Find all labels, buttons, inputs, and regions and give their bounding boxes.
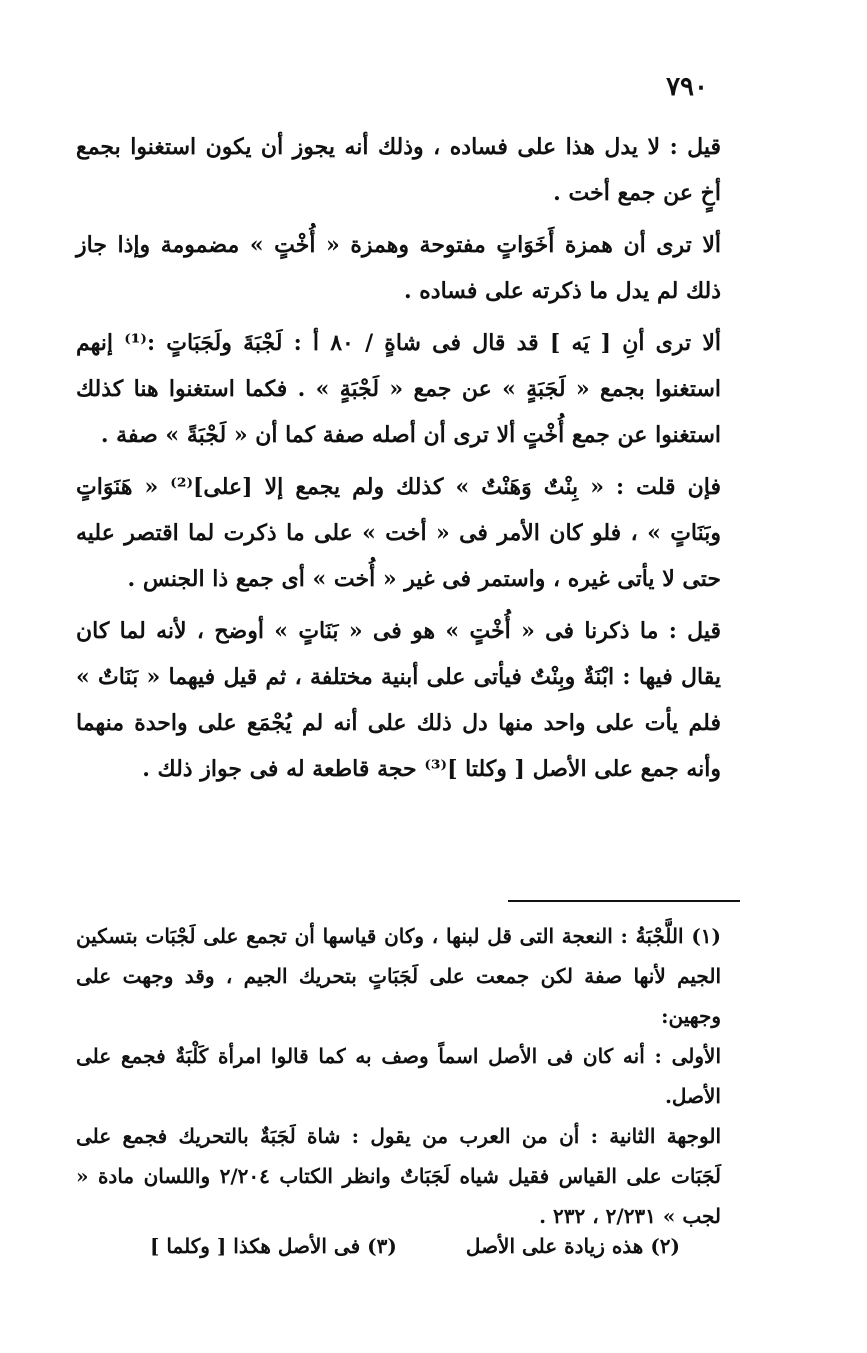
footnote-2: (٢) هذه زيادة على الأصل (465, 1234, 680, 1258)
footnote-1-first-reading: الأولى : أنه كان فى الأصل اسماً وصف به كما قالوا امرأة كَلْبَةٌ فجمع على الأصل. (76, 1044, 721, 1108)
footnote-1-second-reading: الوجهة الثانية : أن من العرب من يقول : شاة لَجَبَةٌ بالتحريك فجمع على لَجَبَات على القياس فقيل شياه لَجَبَاتٌ وانظر الكتاب ٢/٢٠٤ واللسان مادة « لجب » ٢/٢٣١ ، ٢٣٢ . (76, 1124, 721, 1228)
paragraph-2: ألا ترى أن همزة أَخَوَاتٍ مفتوحة وهمزة « أُخْتٍ » مضمومة وإذا جاز ذلك لم يدل ما ذكرته على فساده . (76, 232, 721, 304)
footnote-row (150, 1226, 680, 1266)
paragraph-4: فإن قلت : « بِنْتٌ وَهَنْتٌ » كذلك ولم يجمع إلا [على]⁽²⁾ « هَنَوَاتٍ وبَنَاتٍ » ، فلو كان الأمر فى « أخت » على ما ذكرت لما اقتصر عليه حتى لا يأتى غيره ، واستمر فى غير « أُخت » أى جمع ذا الجنس . (76, 474, 721, 592)
page-number: ٧٩٠ (666, 72, 708, 102)
main-text (76, 124, 721, 798)
footnote-divider (508, 900, 740, 902)
footnote-1: (١) اللَّجْبَةُ : النعجة التى قل لبنها ، وكان قياسها أن تجمع على لَجْبَات بتسكين الجيم لأنها صفة لكن جمعت على لَجَبَاتٍ بتحريك الجيم ، وقد وجهت على وجهين: (76, 924, 721, 1028)
paragraph-1: قيل : لا يدل هذا على فساده ، وذلك أنه يجوز أن يكون استغنوا بجمع أخٍ عن جمع أخت . (76, 134, 721, 206)
footnote-3: (٣) فى الأصل هكذا [ وكلما ] (150, 1234, 397, 1258)
paragraph-3: ألا ترى أنِ [ يَه ] قد قال فى شاةٍ / ٨٠ أ : لَجْبَةَ ولَجَبَاتٍ :⁽¹⁾ إنهم استغنوا بجمع « لَجَبَةٍ » عن جمع « لَجْبَةٍ » . فكما استغنوا هنا كذلك استغنوا عن جمع أُخْتٍ ألا ترى أن أصله صفة كما أن « لَجْبَةً » صفة . (76, 330, 722, 448)
footnotes (76, 916, 721, 1236)
paragraph-5: قيل : ما ذكرنا فى « أُخْتٍ » هو فى « بَنَاتٍ » أوضح ، لأنه لما كان يقال فيها : ابْنَةٌ وبِنْتٌ فيأتى على أبنية مختلفة ، ثم قيل فيهما « بَنَاتٌ » فلم يأت على واحد منها دل ذلك على أنه لم يُجْمَع على واحدة منهما وأنه جمع على الأصل [ وكلتا ]⁽³⁾ حجة قاطعة له فى جواز ذلك . (76, 618, 721, 782)
